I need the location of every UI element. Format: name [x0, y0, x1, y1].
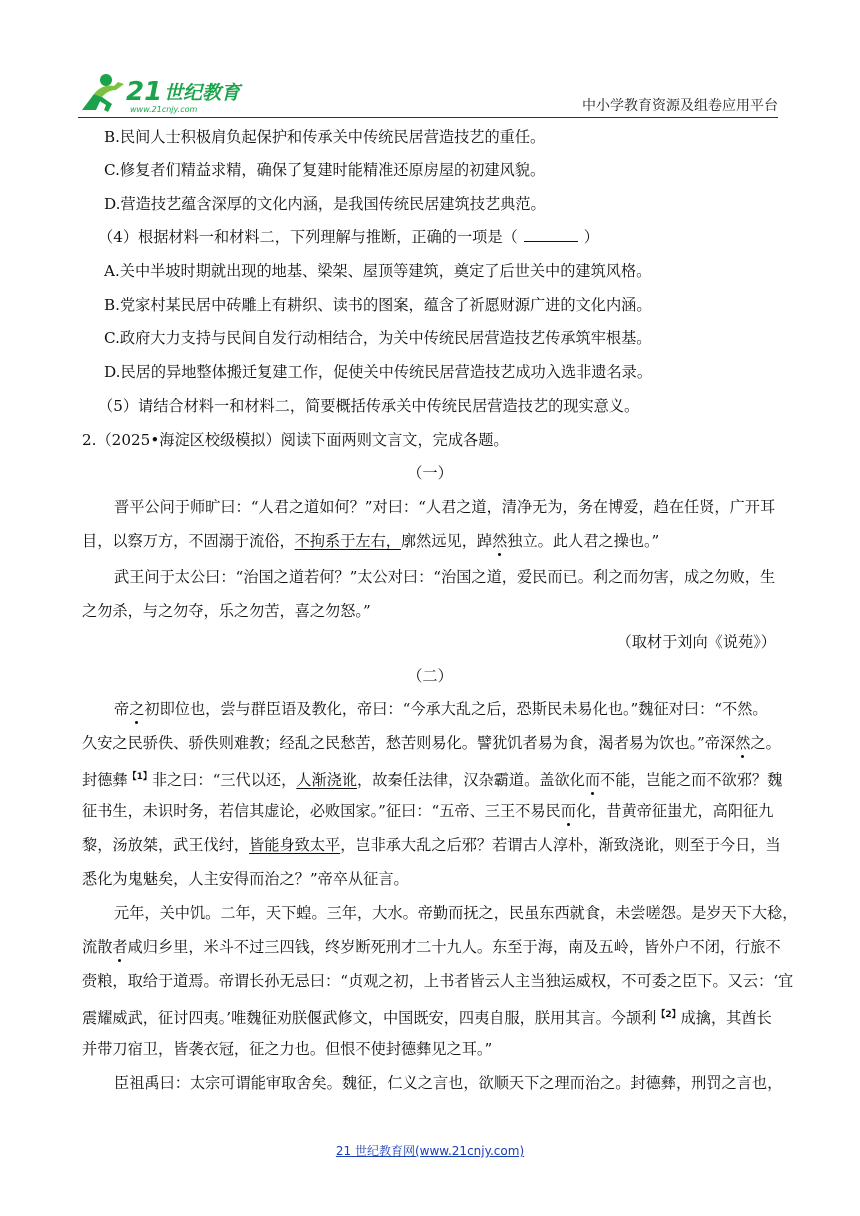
passage-2-line-9: 赍粮，取给于道焉。帝谓长孙无忌曰：“贞观之初，上书者皆云人主当独运威权，不可委之臣下。又云：‘宜: [82, 972, 794, 990]
dotted-char: 然: [492, 532, 508, 550]
passage-2-line-10: [82, 1005, 772, 1028]
dotted-char: 之: [129, 700, 145, 718]
passage-1-heading: （一）: [407, 464, 453, 482]
text-span: 化，昔黄帝征蚩尤，高阳征九: [575, 802, 774, 820]
passage-2-line-5: [82, 835, 781, 855]
answer-blank[interactable]: [524, 227, 578, 242]
footer-link[interactable]: 21 世纪教育网(www.21cnjy.com): [335, 1144, 525, 1158]
text-span: ，岂非承大乱之后邪？若谓古人淳朴，渐致浇讹，则至于今日，当: [340, 836, 781, 854]
passage-1-line-1: 晋平公问于师旷曰：“人君之道如何？”对曰：“人君之道，清净无为，务在博爱，趋在任贤，广开耳: [114, 498, 776, 516]
text-span: 黎，汤放桀，武王伐纣，: [82, 836, 250, 854]
option-3b: B.民间人士积极肩负起保护和传承关中传统民居营造技艺的重任。: [104, 128, 546, 146]
passage-2-line-2: [82, 733, 781, 753]
text-span: 震耀威武，征讨四夷。’唯魏征劝朕偃武修文，中国既安，四夷自服，朕用其言。今颉利: [82, 1009, 657, 1027]
passage-1-line-2: [82, 531, 659, 551]
header-divider: [78, 117, 778, 118]
passage-2-line-11: 并带刀宿卫，皆袭衣冠，征之力也。但恨不使封德彝见之耳。”: [82, 1040, 493, 1058]
underlined-phrase: 人渐浇讹: [296, 771, 358, 789]
text-span: ，故秦任法律，汉杂霸道。盖欲化: [357, 771, 585, 789]
underlined-phrase: 不拘系于左右，: [294, 532, 401, 550]
passage-2-heading: （二）: [407, 667, 453, 685]
question-4: [98, 227, 599, 247]
text-span: 帝: [114, 700, 130, 718]
text-span: 初即位也，尝与群臣语及教化，帝曰：“今承大乱之后，恐斯民未易化也。”魏征对曰：“不然。: [144, 700, 768, 718]
page-header: [0, 0, 860, 120]
text-span: 不能，岂能之而不欲邪？魏: [600, 771, 783, 789]
text-span: 征书生，未识时务，若信其虚论，必败国家。”征曰：“五帝、三王不易民: [82, 802, 561, 820]
dotted-char: 然: [735, 734, 751, 752]
question-5: （5）请结合材料一和材料二，简要概括传承关中传统民居营造技艺的现实意义。: [98, 397, 640, 415]
text-span: 咸归乡里，米斗不过三四钱，终岁断死刑才二十九人。东至于海，南及五岭，皆外户不闭，行旅不: [127, 938, 781, 956]
passage-1-line-4: 之勿杀，与之勿夺，乐之勿苦，喜之勿怒。”: [82, 602, 371, 620]
passage-2-line-4: [82, 801, 773, 821]
dotted-char: 者: [112, 938, 128, 956]
svg-text:世纪教育: 世纪教育: [164, 82, 241, 104]
text-span: 独立。此人君之操也。”: [507, 532, 660, 550]
passage-2-line-6: 悉化为鬼魅矣，人主安得而治之？”帝卒从征言。: [82, 870, 409, 888]
svg-text:www.21cnjy.com: www.21cnjy.com: [130, 105, 198, 114]
footnote-marker: 【2】: [656, 1010, 681, 1020]
platform-title: 中小学教育资源及组卷应用平台: [582, 98, 778, 114]
text-span: 目，以察万方，不固溺于流俗，: [82, 532, 295, 550]
option-3d: D.营造技艺蕴含深厚的文化内涵，是我国传统民居建筑技艺典范。: [104, 195, 546, 213]
dotted-char: 而: [560, 802, 576, 820]
passage-2-line-12: 臣祖禹曰：太宗可谓能审取舍矣。魏征，仁义之言也，欲顺天下之理而治之。封德彝，刑罚之言也，: [114, 1074, 783, 1092]
option-3c: C.修复者们精益求精，确保了复建时能精准还原房屋的初建风貌。: [104, 161, 546, 179]
underlined-phrase: 皆能身致太平: [249, 836, 341, 854]
passage-2-line-3: [82, 767, 782, 790]
text-span: 流散: [82, 938, 113, 956]
dotted-char: 而: [584, 771, 601, 789]
question-2-title: 2.（2025•海淀区校级模拟）阅读下面两则文言文，完成各题。: [82, 431, 509, 449]
text-span: 之。: [750, 734, 781, 752]
text-span: 廓然远见，踔: [400, 532, 493, 550]
option-4a: A.关中半坡时期就出现的地基、梁架、屋顶等建筑，奠定了后世关中的建筑风格。: [104, 262, 652, 280]
text-span: 封德彝: [82, 771, 128, 789]
question-4-close: ）: [583, 228, 599, 246]
passage-2-line-7: 元年，关中饥。二年，天下蝗。三年，大水。帝勤而抚之，民虽东西就食，未尝嗟怨。是岁天下大稔，: [114, 904, 798, 922]
option-4d: D.民居的异地整体搬迁复建工作，促使关中传统民居营造技艺成功入选非遗名录。: [104, 363, 653, 381]
text-span: 成擒，其酋长: [680, 1009, 772, 1027]
option-4c: C.政府大力支持与民间自发行动相结合，为关中传统民居营造技艺传承筑牢根基。: [104, 329, 652, 347]
question-4-text: （4）根据材料一和材料二，下列理解与推断，正确的一项是（: [98, 228, 518, 246]
text-span: 非之曰：“三代以还，: [151, 771, 297, 789]
svg-text:21: 21: [126, 77, 163, 107]
passage-2-line-8: [82, 937, 781, 957]
passage-2-line-1: [114, 699, 768, 719]
site-logo: [78, 70, 258, 116]
text-span: 久安之民骄佚、骄佚则难教；经乱之民愁苦，愁苦则易化。譬犹饥者易为食，渴者易为饮也。”帝深: [82, 734, 736, 752]
passage-1-line-3: 武王问于太公曰：“治国之道若何？”太公对曰：“治国之道，爱民而已。利之而勿害，成之勿败，生: [114, 568, 776, 586]
footnote-marker: 【1】: [127, 772, 152, 782]
passage-1-source: （取材于刘向《说苑》）: [616, 633, 776, 651]
option-4b: B.党家村某民居中砖雕上有耕织、读书的图案，蕴含了祈愿财源广进的文化内涵。: [104, 296, 652, 314]
